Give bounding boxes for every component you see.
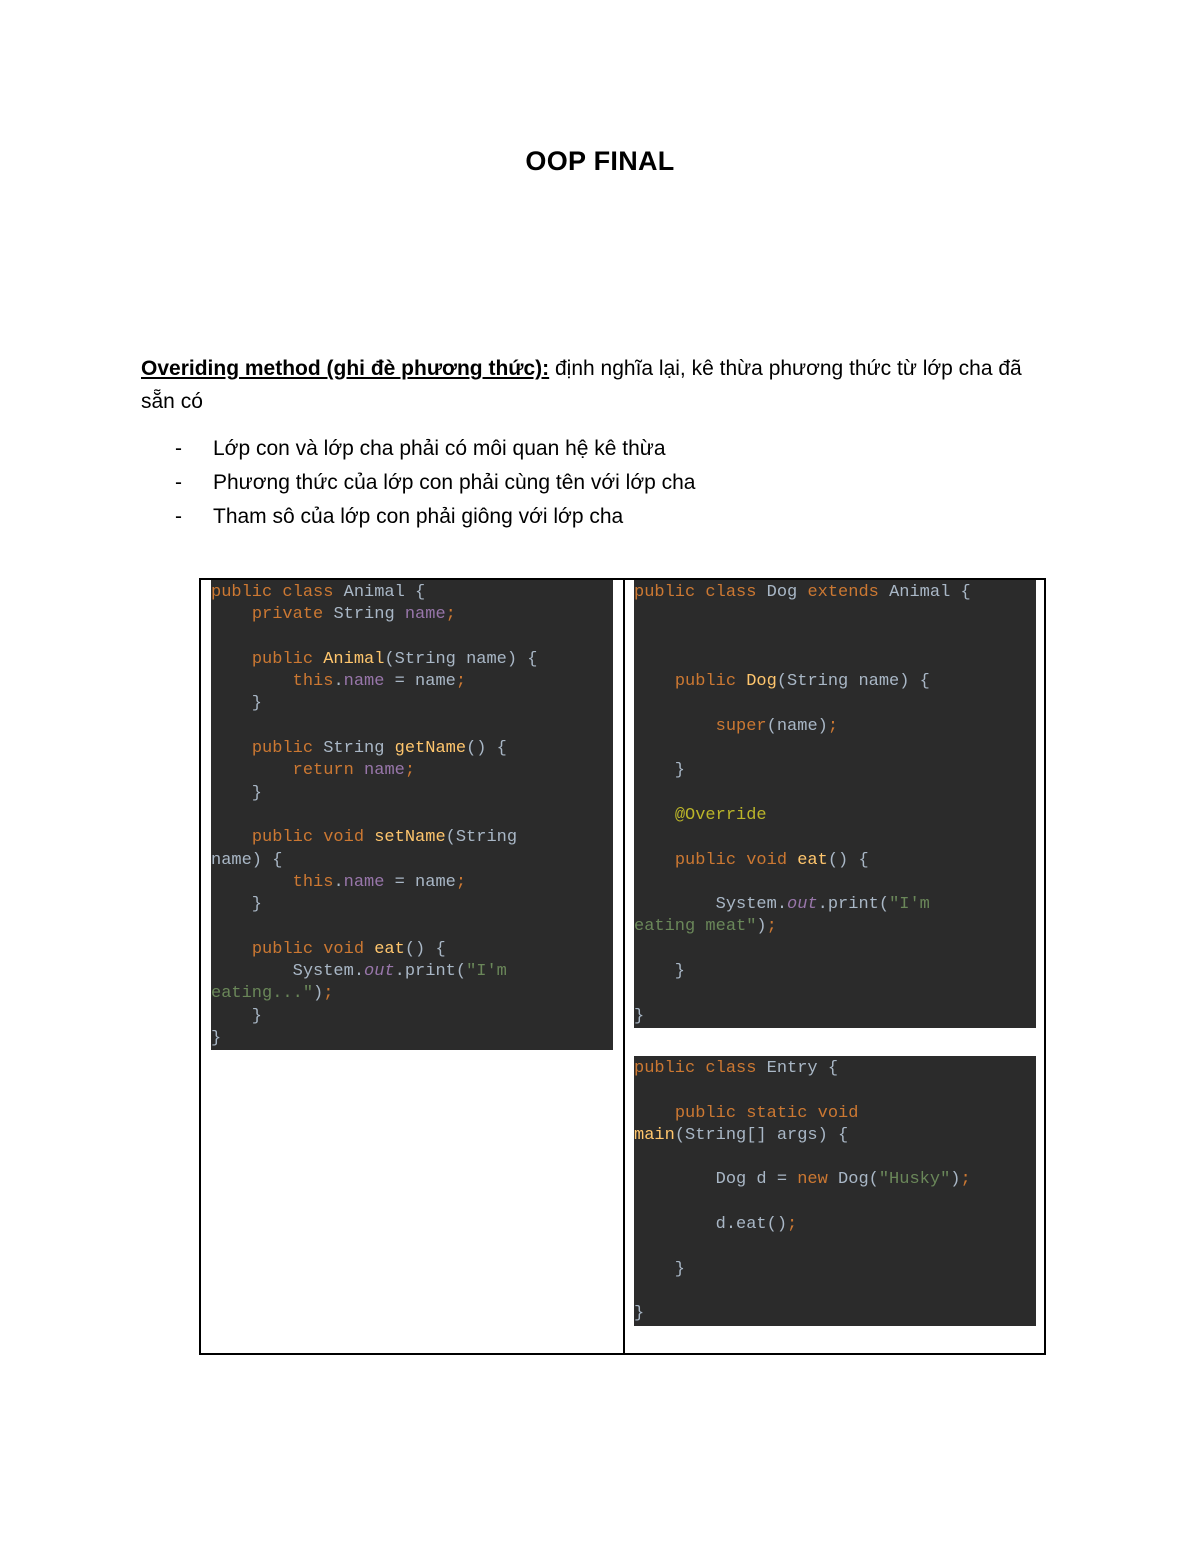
code-line: } bbox=[211, 694, 263, 714]
code-line: } bbox=[211, 1006, 263, 1026]
code-line: public void setName(String bbox=[251, 828, 518, 848]
code-line bbox=[634, 627, 1036, 649]
code-line: System.out.print("I'm bbox=[211, 962, 507, 982]
entry-class-code bbox=[634, 1056, 1036, 1326]
rule-text: Phương thức của lớp con phải cùng tên với lớp cha bbox=[213, 471, 696, 494]
list-item bbox=[175, 432, 1075, 466]
code-line bbox=[634, 827, 1036, 849]
code-line bbox=[211, 716, 613, 738]
code-line: name) { bbox=[211, 850, 283, 870]
code-line: eating meat"); bbox=[634, 917, 777, 937]
code-line: } bbox=[211, 783, 263, 803]
code-line bbox=[634, 983, 1036, 1005]
code-line: System.out.print("I'm bbox=[634, 895, 930, 915]
page-title: OOP FINAL bbox=[525, 146, 675, 176]
code-line bbox=[634, 1281, 1036, 1303]
definition-text: định nghĩa lại, kê thừa phương thức từ lớp cha đã sẵn có bbox=[141, 357, 1022, 413]
code-line: d.eat(); bbox=[634, 1215, 798, 1235]
table-divider bbox=[623, 580, 625, 1353]
code-line bbox=[634, 649, 1036, 671]
code-line: } bbox=[211, 895, 263, 915]
animal-class-code bbox=[211, 580, 613, 1050]
code-line: public class Animal { bbox=[211, 583, 426, 602]
bullet-dash: - bbox=[175, 437, 182, 460]
rules-list bbox=[175, 432, 1075, 534]
code-line: public static void bbox=[674, 1103, 859, 1123]
code-line: this.name = name; bbox=[292, 872, 467, 892]
code-line: this.name = name; bbox=[292, 672, 467, 692]
code-line: main(String[] args) { bbox=[634, 1125, 849, 1145]
code-line bbox=[211, 627, 613, 649]
code-line: Dog d = new Dog("Husky"); bbox=[634, 1170, 971, 1190]
code-line bbox=[634, 1080, 1036, 1102]
code-line: } bbox=[211, 1028, 222, 1048]
code-line bbox=[211, 805, 613, 827]
code-line: } bbox=[634, 962, 686, 982]
code-line bbox=[634, 1236, 1036, 1258]
list-item bbox=[175, 500, 1075, 534]
code-line: private String name; bbox=[251, 605, 456, 625]
code-line: eating..."); bbox=[211, 984, 334, 1004]
code-line: public Animal(String name) { bbox=[251, 649, 538, 669]
code-line: super(name); bbox=[715, 716, 839, 736]
code-line: public void eat() { bbox=[674, 850, 869, 870]
code-line bbox=[634, 604, 1036, 626]
code-line: @Override bbox=[674, 805, 767, 825]
code-line bbox=[634, 1147, 1036, 1169]
code-line bbox=[634, 872, 1036, 894]
code-line: public void eat() { bbox=[251, 939, 446, 959]
bullet-dash: - bbox=[175, 505, 182, 528]
code-line: public Dog(String name) { bbox=[674, 672, 930, 692]
definition-term: Overiding method (ghi đè phương thức): bbox=[141, 357, 550, 380]
code-line bbox=[634, 693, 1036, 715]
code-line: } bbox=[634, 1304, 645, 1324]
code-line: } bbox=[634, 1259, 686, 1279]
list-item bbox=[175, 466, 1075, 500]
definition-paragraph bbox=[141, 352, 1061, 418]
code-line: public class Entry { bbox=[634, 1059, 839, 1078]
code-line: public class Dog extends Animal { bbox=[634, 583, 971, 602]
code-line bbox=[634, 783, 1036, 805]
code-line: public String getName() { bbox=[251, 739, 507, 759]
dog-class-code bbox=[634, 580, 1036, 1028]
rule-text: Tham sô của lớp con phải giông với lớp cha bbox=[213, 505, 624, 528]
code-line bbox=[634, 738, 1036, 760]
code-line bbox=[634, 1192, 1036, 1214]
code-line bbox=[634, 939, 1036, 961]
rule-text: Lớp con và lớp cha phải có môi quan hệ kê thừa bbox=[213, 437, 666, 460]
code-line: } bbox=[634, 1006, 645, 1026]
code-line bbox=[211, 916, 613, 938]
code-line: } bbox=[634, 761, 686, 781]
bullet-dash: - bbox=[175, 471, 182, 494]
code-line: return name; bbox=[292, 761, 416, 781]
